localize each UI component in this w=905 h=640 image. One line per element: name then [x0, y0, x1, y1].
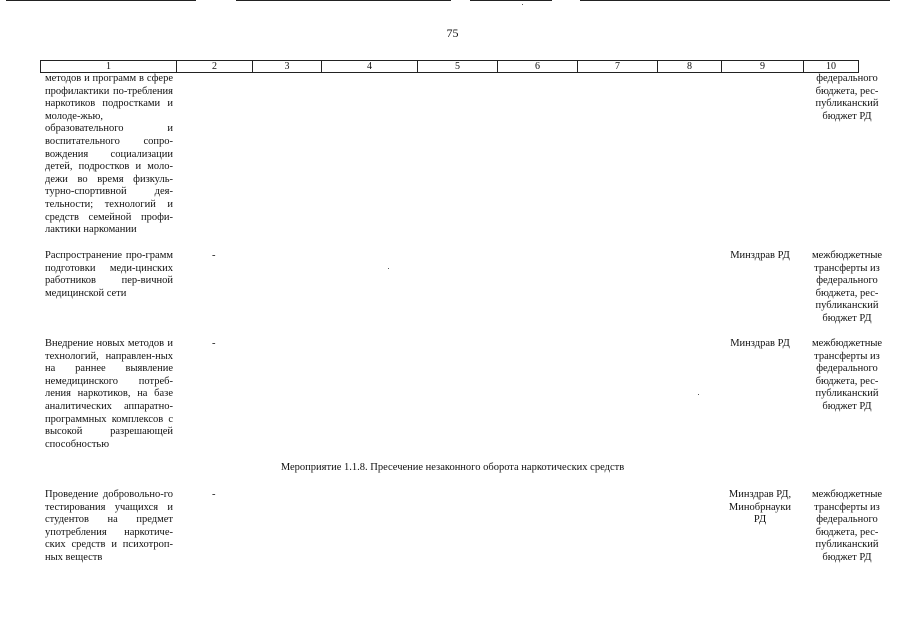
row-description: методов и программ в сфере профилактики по-требления наркотиков подростками и молоде-жью, образовательного и воспитательного сопро-вождения социализации детей, подростков и моло-дежи во время физкуль-турно-спортивной дея-тельности; технологий и средств семейной профи-лактики наркомании [45, 73, 173, 236]
row-description: Проведение добровольно-го тестирования учащихся и студентов на предмет употребления наркотиче-ских средств и психотроп-ных веществ [45, 489, 173, 563]
row-funding-source: межбюджетные трансферты из федерального бюджета, рес-публиканский бюджет РД [811, 489, 883, 563]
row-dash: - [212, 489, 216, 500]
column-number: 6 [498, 61, 578, 73]
scan-edge-line [470, 0, 552, 1]
row-responsible: Минздрав РД [730, 338, 790, 349]
column-number: 9 [722, 61, 804, 73]
column-number: 7 [578, 61, 658, 73]
scan-speck [388, 268, 389, 269]
table-header [40, 60, 859, 73]
column-number: 2 [177, 61, 253, 73]
scan-edge-line [580, 0, 890, 1]
column-number: 10 [804, 61, 859, 73]
column-number: 5 [418, 61, 498, 73]
scan-edge-line [6, 0, 196, 1]
scan-speck [698, 394, 699, 395]
column-number: 8 [658, 61, 722, 73]
row-responsible: Минздрав РД, Минобрнауки РД [728, 489, 792, 526]
row-dash: - [212, 338, 216, 349]
column-number: 3 [253, 61, 322, 73]
page-number: 75 [446, 26, 459, 40]
section-title: Мероприятие 1.1.8. Пресечение незаконного оборота наркотических средств [280, 462, 625, 473]
scan-edge-line [236, 0, 451, 1]
row-funding-source: межбюджетные трансферты из федерального бюджета, рес-публиканский бюджет РД [811, 338, 883, 412]
row-funding-source: межбюджетные трансферты из федерального бюджета, рес-публиканский бюджет РД [811, 250, 883, 324]
row-description: Распространение про-грамм подготовки меди-цинских работников пер-вичной медицинской сети [45, 250, 173, 299]
column-number: 1 [41, 61, 177, 73]
row-dash: - [212, 250, 216, 261]
column-number: 4 [322, 61, 418, 73]
row-responsible: Минздрав РД [730, 250, 790, 261]
scan-speck [522, 4, 523, 5]
row-funding-source: федерального бюджета, рес-публиканский бюджет РД [815, 73, 879, 122]
row-description: Внедрение новых методов и технологий, направлен-ных на раннее выявление немедицинского потреб-ления наркотиков, на базе аналитических аппаратно-программных комплексов с высокой разрешающей способностью [45, 338, 173, 450]
